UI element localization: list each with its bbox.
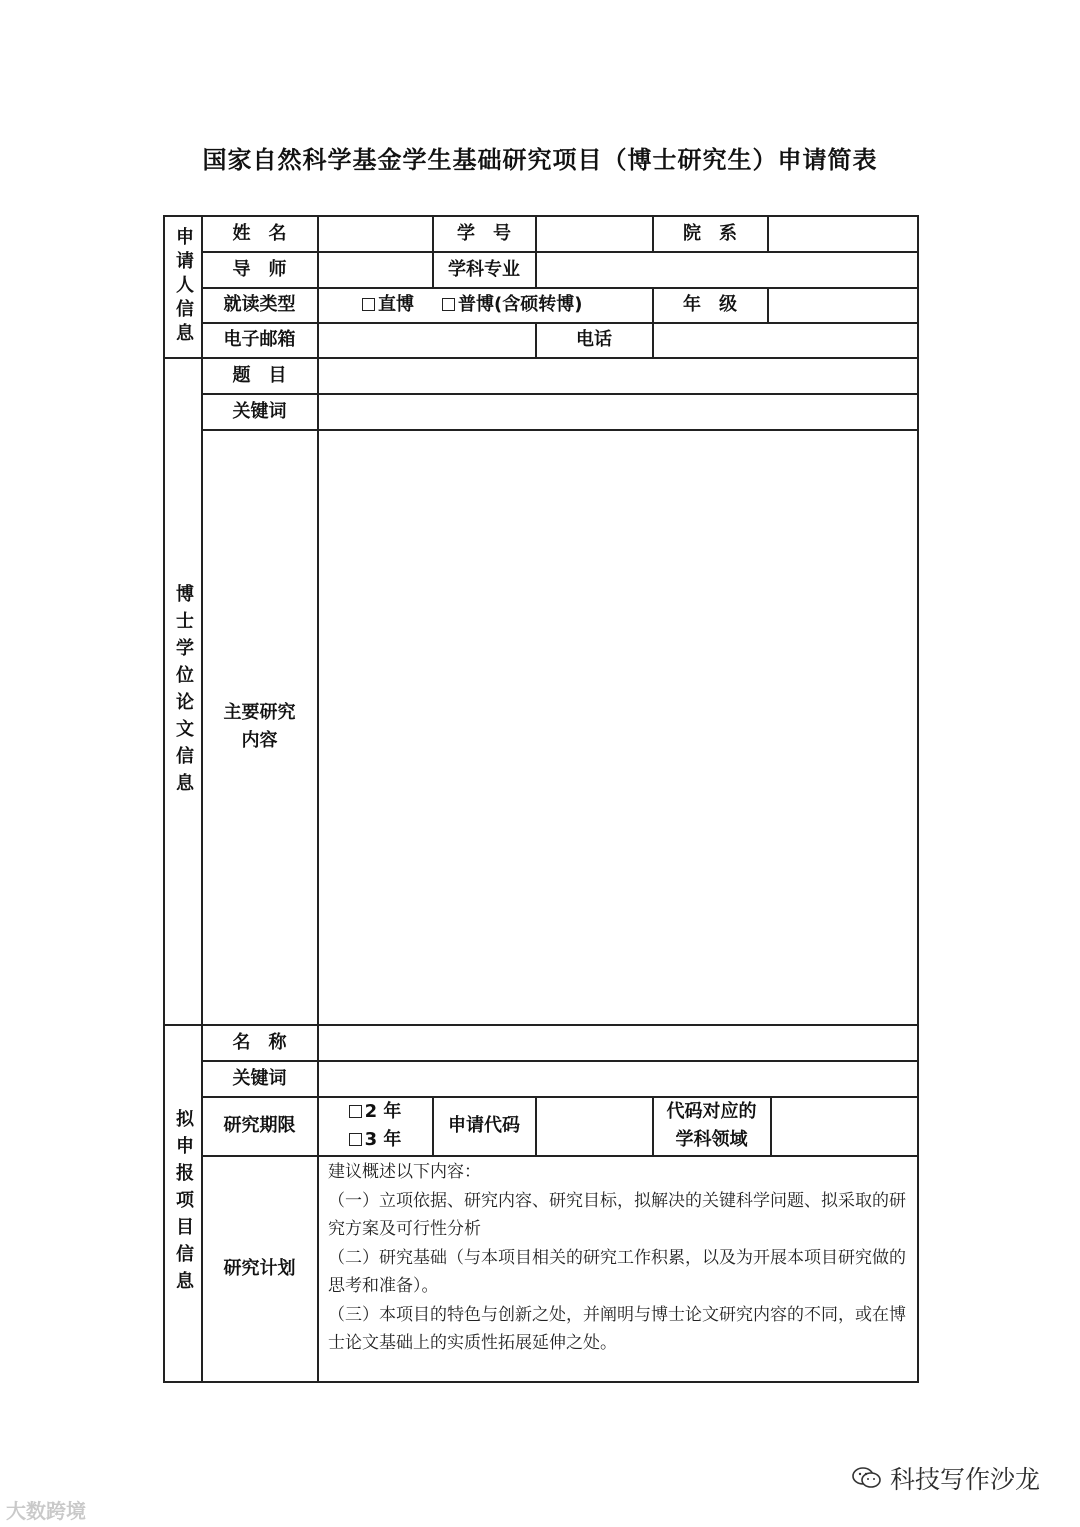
study-type-label: 就读类型 — [223, 294, 296, 315]
period-2-year-label: 2 年 — [364, 1101, 402, 1122]
research-plan-guidance[interactable] — [328, 1158, 912, 1358]
thesis-content-label-line2: 内容 — [241, 730, 278, 751]
project-name-label: 名 称 — [232, 1032, 287, 1053]
advisor-field[interactable] — [318, 252, 432, 287]
phone-label: 电话 — [576, 329, 612, 350]
section-project-label: 拟申报项目信息 — [173, 1109, 194, 1298]
watermark-left — [6, 1495, 86, 1524]
project-keywords-label: 关键词 — [232, 1067, 287, 1089]
student-id-field[interactable] — [536, 216, 652, 251]
discipline-field[interactable] — [771, 1097, 917, 1155]
thesis-content-label-line1: 主要研究 — [223, 702, 296, 723]
name-label: 姓 名 — [232, 222, 287, 244]
research-plan-label: 研究计划 — [223, 1257, 296, 1279]
checkbox-icon — [349, 1133, 362, 1146]
name-field[interactable] — [318, 216, 432, 251]
thesis-keywords-field[interactable] — [318, 394, 917, 429]
regular-phd-label: 普博(含硕转博) — [458, 294, 583, 315]
plan-line-2: （二）研究基础（与本项目相关的研究工作积累，以及为开展本项目研究做的思考和准备）。 — [328, 1247, 906, 1296]
watermark-right — [852, 1460, 1040, 1496]
thesis-topic-field[interactable] — [318, 359, 917, 393]
checkbox-icon — [349, 1105, 362, 1118]
grade-field[interactable] — [768, 288, 917, 322]
study-type-options — [318, 288, 652, 322]
thesis-topic-label: 题 目 — [232, 365, 287, 386]
plan-line-intro: 建议概述以下内容： — [328, 1162, 481, 1182]
research-period-options — [318, 1097, 432, 1155]
application-code-label: 申请代码 — [448, 1115, 520, 1136]
period-3-year-label: 3 年 — [364, 1129, 402, 1150]
section-applicant-label: 申请人信息 — [173, 227, 194, 347]
thesis-keywords-label: 关键词 — [232, 400, 287, 422]
phone-field[interactable] — [653, 323, 917, 357]
checkbox-icon — [362, 298, 375, 311]
code-field-label-line1: 代码对应的 — [666, 1101, 757, 1122]
watermark-right-text: 科技写作沙龙 — [890, 1465, 1041, 1494]
wechat-icon — [852, 1467, 882, 1489]
advisor-label: 导 师 — [232, 258, 287, 280]
project-keywords-field[interactable] — [318, 1061, 917, 1096]
application-code-field[interactable] — [536, 1097, 652, 1155]
student-id-label: 学 号 — [457, 222, 511, 244]
research-period-label: 研究期限 — [223, 1115, 296, 1136]
code-field-label — [653, 1097, 770, 1155]
department-field[interactable] — [768, 216, 917, 251]
form-title: 国家自然科学基金学生基础研究项目（博士研究生）申请简表 — [202, 146, 878, 174]
email-field[interactable] — [318, 323, 535, 357]
major-field[interactable] — [536, 252, 917, 287]
thesis-content-label — [202, 430, 317, 1024]
checkbox-icon — [442, 298, 455, 311]
direct-phd-label: 直博 — [378, 294, 414, 315]
major-label: 学科专业 — [448, 258, 520, 280]
watermark-left-text: 大数跨境 — [6, 1499, 86, 1523]
email-label: 电子邮箱 — [223, 329, 296, 350]
department-label: 院 系 — [683, 222, 737, 244]
direct-phd-checkbox[interactable] — [362, 291, 414, 319]
section-thesis-label: 博士学位论文信息 — [173, 583, 194, 800]
plan-line-3: （三）本项目的特色与创新之处，并阐明与博士论文研究内容的不同，或在博士论文基础上的实质性拓展延伸之处。 — [328, 1304, 906, 1353]
plan-line-1: （一）立项依据、研究内容、研究目标，拟解决的关键科学问题、拟采取的研究方案及可行性分析 — [328, 1190, 906, 1239]
grade-label: 年 级 — [683, 294, 737, 315]
thesis-content-field[interactable] — [318, 430, 917, 1024]
period-2-year-checkbox[interactable] — [349, 1098, 402, 1126]
code-field-label-line2: 学科领域 — [675, 1129, 748, 1150]
period-3-year-checkbox[interactable] — [349, 1126, 402, 1154]
regular-phd-checkbox[interactable] — [442, 291, 582, 319]
project-name-field[interactable] — [318, 1026, 917, 1060]
